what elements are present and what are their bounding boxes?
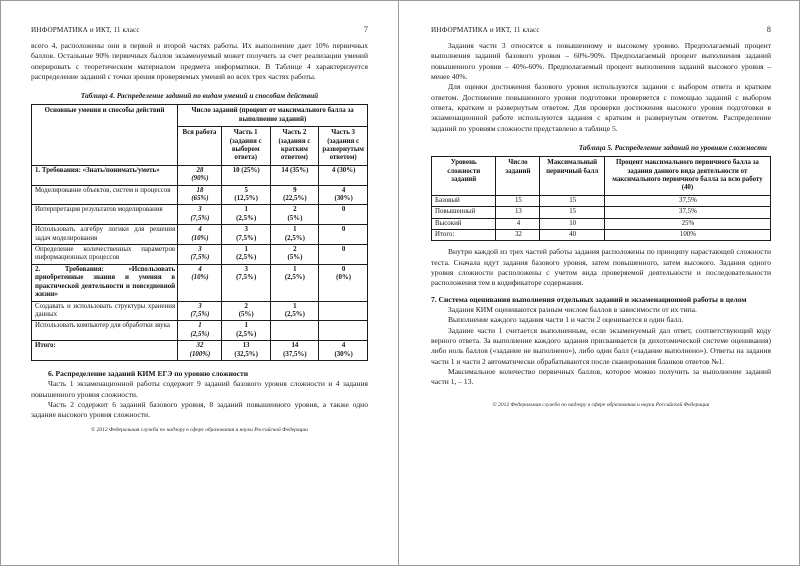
- page-left: [0, 0, 399, 566]
- table4-subheader-whole: Вся работа: [178, 127, 222, 166]
- table-row: [432, 207, 771, 218]
- table4-cell-label: Использовать компьютер для обработки звука: [32, 321, 178, 341]
- table4-cell-part2: [270, 321, 319, 341]
- table4-header-row-1: [32, 105, 368, 127]
- table4-cell-part1: 3 (7,5%): [221, 264, 270, 301]
- table5-cell-level: Высокий: [432, 218, 496, 229]
- table5-cell-count: 13: [496, 207, 540, 218]
- table-row: [32, 185, 368, 205]
- running-head-right: [431, 25, 771, 34]
- table5-header-level: Уровень сложности заданий: [432, 157, 496, 196]
- section-7-paragraph-4: Максимальное количество первичных баллов, которое можно получить за выполнение заданий части 1, – 13.: [431, 367, 771, 387]
- table4-cell-label: Определение количественных параметров информационных процессов: [32, 245, 178, 265]
- table4-cell-part2: 1 (2,5%): [270, 301, 319, 321]
- table4-cell-part2: 14 (37,5%): [270, 341, 319, 361]
- table4-cell-whole: 32 (100%): [178, 341, 222, 361]
- table4-subheader-part2: Часть 2 (задания с кратким ответом): [270, 127, 319, 166]
- table-row: [432, 195, 771, 206]
- table4-cell-label: Использовать алгебру логики для решения задач моделирования: [32, 225, 178, 245]
- table-row: [32, 321, 368, 341]
- table5-cell-max-score: 15: [540, 207, 604, 218]
- table4-cell-part1: 1 (2,5%): [221, 245, 270, 265]
- table5-cell-max-score: 10: [540, 218, 604, 229]
- section-6-paragraph-2: Часть 2 содержит 6 заданий базового уровня, 8 заданий повышенного уровня, а также одно задание высокого уровня сложности.: [31, 399, 368, 420]
- table4-cell-whole: 4 (10%): [178, 264, 222, 301]
- table4-cell-part1: 10 (25%): [221, 165, 270, 185]
- intro-paragraph-left: всего 4, расположены они в первой и второй частях работы. Их выполнение дает 10% первичных баллов. Остальные 90% первичных баллов экзаменуемый может получить за счет реализации умений оперировать с теоретическим материалом предмета информатики. В Таблице 4 характеризуется распределение заданий с точки зрения проверяемых умений во всех трех частях работы.: [31, 41, 368, 82]
- table4-cell-whole: 4 (10%): [178, 225, 222, 245]
- table-row: [32, 225, 368, 245]
- table4-cell-label: Моделирование объектов, систем и процессов: [32, 185, 178, 205]
- table4-subheader-part3: Часть 3 (задания с развернутым ответом): [319, 127, 368, 166]
- running-head-left: [31, 25, 368, 34]
- table4-cell-part3: 0: [319, 225, 368, 245]
- table4-cell-part2: 2 (5%): [270, 245, 319, 265]
- table4-cell-part2: 9 (22,5%): [270, 185, 319, 205]
- table5-header-percent: Процент максимального первичного балла за задания данного вида деятельности от максимального первичного балла за всю работу (40): [604, 157, 770, 196]
- right-paragraph-3: Внутри каждой из трех частей работы задания расположены по принципу нарастающей сложности теста. Сначала идут задания базового уровня, затем повышенного, затем высокого. Задания одного уровня сложности расположены с учетом вида проверяемой деятельности и последовательности расположения тем в кодификаторе содержания.: [431, 247, 771, 288]
- section-7-heading: 7. Система оценивания выполнения отдельных заданий и экзаменационной работы в целом: [431, 294, 747, 304]
- table5-caption: Таблица 5. Распределение заданий по уровням сложности: [578, 143, 767, 153]
- page-number-right: 8: [766, 25, 771, 34]
- table5-cell-percent: 25%: [604, 218, 770, 229]
- page-footer-right: [431, 402, 771, 408]
- table4-header-group: Число заданий (процент от максимального балла за выполнение заданий): [178, 105, 368, 127]
- table-row: [32, 245, 368, 265]
- table5-cell-count: 32: [496, 229, 540, 240]
- table4-cell-label: Итого:: [32, 341, 178, 361]
- table4-cell-whole: 1 (2,5%): [178, 321, 222, 341]
- page-footer-left: [31, 427, 368, 433]
- table-row: [32, 264, 368, 301]
- table4-cell-part1: 5 (12,5%): [221, 185, 270, 205]
- page-left-content: [1, 1, 398, 565]
- table5-cell-level: Итого:: [432, 229, 496, 240]
- section-6-heading: 6. Распределение заданий КИМ ЕГЭ по уровню сложности: [48, 368, 249, 378]
- table5-cell-level: Повышенный: [432, 207, 496, 218]
- table4-cell-whole: 18 (65%): [178, 185, 222, 205]
- table5-cell-count: 4: [496, 218, 540, 229]
- table4-cell-part3: 0 (0%): [319, 264, 368, 301]
- table4-cell-part2: 1 (2,5%): [270, 225, 319, 245]
- section-7-paragraph-2: Выполнение каждого задания части 1 и части 2 оценивается в один балл.: [448, 315, 684, 325]
- table5-cell-percent: 37,5%: [604, 207, 770, 218]
- table4-cell-whole: 3 (7,5%): [178, 245, 222, 265]
- table4-cell-part2: 14 (35%): [270, 165, 319, 185]
- section-7-paragraph-3: Задание части 1 считается выполненным, если экзаменуемый дал ответ, соответствующий коду верного ответа. За выполнение каждого задания присваивается (в дихотомической системе оценивания) либо ноль баллов («задание не выполнено»), либо один балл («задание выполнено»). Ответы на задания части 1 и части 2 автоматически обрабатываются после сканирования бланков ответов №1.: [431, 325, 771, 366]
- table4-caption: Таблица 4. Распределение заданий по видам умений и способам действий: [80, 91, 319, 101]
- table5-header-count: Число заданий: [496, 157, 540, 196]
- table4-cell-whole: 3 (7,5%): [178, 301, 222, 321]
- page-right: [399, 0, 800, 566]
- table4-cell-part2: 1 (2,5%): [270, 264, 319, 301]
- table-row: [32, 165, 368, 185]
- table5-body: [432, 195, 771, 241]
- section-7-paragraph-1: Задания КИМ оцениваются разным числом баллов в зависимости от их типа.: [448, 305, 697, 315]
- table4-cell-whole: 3 (7,5%): [178, 205, 222, 225]
- table4-cell-part1: 13 (32,5%): [221, 341, 270, 361]
- table-4-distribution-by-skills: [31, 104, 368, 361]
- table4-body: [32, 165, 368, 360]
- table4-cell-part2: 2 (5%): [270, 205, 319, 225]
- table-row: [32, 301, 368, 321]
- table-row: [32, 341, 368, 361]
- table4-cell-label: Интерпретация результатов моделирования: [32, 205, 178, 225]
- table5-header-row: [432, 157, 771, 196]
- table4-cell-part3: 0: [319, 245, 368, 265]
- table4-cell-part1: 3 (7,5%): [221, 225, 270, 245]
- table-5-distribution-by-difficulty: [431, 156, 771, 241]
- table4-cell-part1: 1 (2,5%): [221, 205, 270, 225]
- table5-cell-percent: 100%: [604, 229, 770, 240]
- table5-header-max-score: Максимальный первичный балл: [540, 157, 604, 196]
- table4-header-skills: Основные умения и способы действий: [32, 105, 178, 165]
- table5-cell-max-score: 15: [540, 195, 604, 206]
- table4-cell-part3: 4 (30%): [319, 185, 368, 205]
- right-paragraph-2: Для оценки достижения базового уровня используются задания с выбором ответа и кратким ответом. Достижение повышенного уровня подготовки проверяется с помощью заданий с выбором ответа, кратким и развернутым ответом. Для проверки достижения высокого уровня подготовки в экзаменационной работе используются задания с кратким и развернутым ответом. Распределение заданий по уровням сложности представлено в таблице 5.: [431, 82, 771, 133]
- table-row: [432, 229, 771, 240]
- page-number-left: 7: [363, 25, 368, 34]
- table4-cell-whole: 28 (90%): [178, 165, 222, 185]
- table5-cell-percent: 37,5%: [604, 195, 770, 206]
- table4-cell-label: 2. Требования: «Использовать приобретенные знания и умения в практической деятельности и повседневной жизни»: [32, 264, 178, 301]
- copyright-right: © 2012 Федеральная служба по надзору в сфере образования и науки Российской Федерации: [492, 401, 710, 408]
- running-head-title-left: ИНФОРМАТИКА и ИКТ, 11 класс: [31, 26, 140, 34]
- table5-cell-level: Базовый: [432, 195, 496, 206]
- table4-cell-label: Создавать и использовать структуры хранения данных: [32, 301, 178, 321]
- table4-subheader-part1: Часть 1 (задания с выбором ответа): [221, 127, 270, 166]
- table4-cell-part3: 4 (30%): [319, 341, 368, 361]
- table5-cell-max-score: 40: [540, 229, 604, 240]
- table4-cell-part3: [319, 321, 368, 341]
- table4-cell-part3: [319, 301, 368, 321]
- table4-cell-part3: 4 (30%): [319, 165, 368, 185]
- table-row: [432, 218, 771, 229]
- table4-cell-label: 1. Требования: «Знать/понимать/уметь»: [32, 165, 178, 185]
- table-row: [32, 205, 368, 225]
- table4-cell-part1: 2 (5%): [221, 301, 270, 321]
- page-right-content: [399, 1, 799, 565]
- copyright-left: © 2012 Федеральная служба по надзору в сфере образования и науки Российской Федерации: [91, 426, 308, 433]
- right-paragraph-1: Задания части 3 относятся к повышенному и высокому уровню. Предполагаемый процент выполнения заданий базового уровня – 60%-90%. Предполагаемый процент выполнения заданий повышенного уровня – 40%-60%. Предполагаемый процент выполнения заданий высокого уровня – менее 40%.: [431, 41, 771, 82]
- table5-cell-count: 15: [496, 195, 540, 206]
- running-head-title-right: ИНФОРМАТИКА и ИКТ, 11 класс: [431, 26, 540, 34]
- table4-cell-part3: 0: [319, 205, 368, 225]
- table4-cell-part1: 1 (2,5%): [221, 321, 270, 341]
- section-6-paragraph-1: Часть 1 экзаменационной работы содержит 9 заданий базового уровня сложности и 4 задания повышенного уровня сложности.: [31, 379, 368, 399]
